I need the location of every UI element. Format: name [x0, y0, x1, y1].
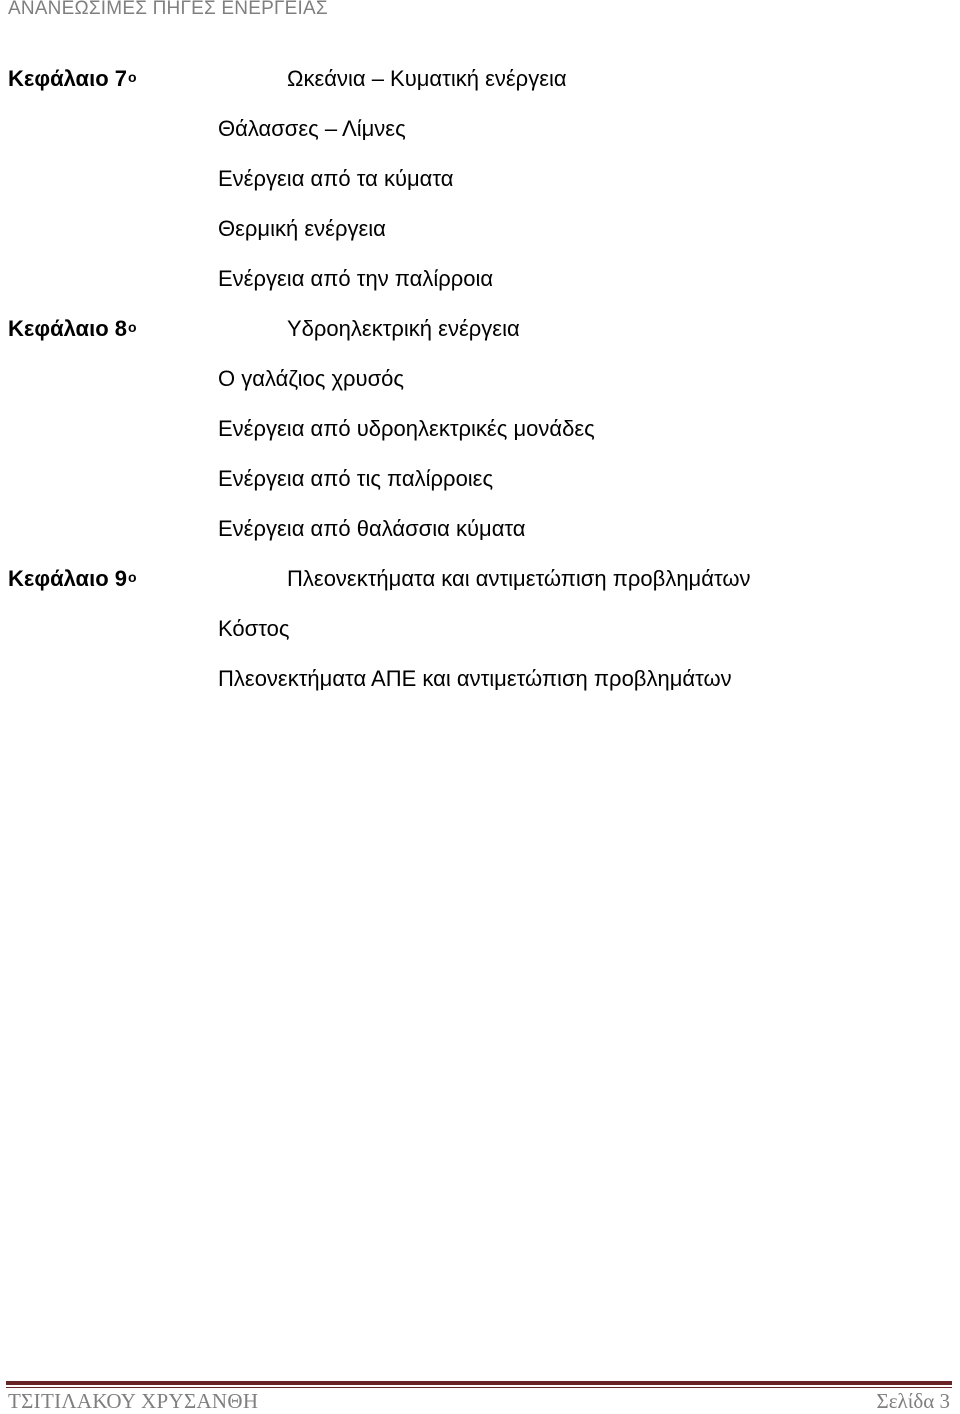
chapter-ordinal: ο: [127, 69, 137, 85]
toc-item: Θερμική ενέργεια: [218, 216, 386, 241]
footer-page-number: Σελίδα 3: [876, 1389, 950, 1413]
chapter-label-text: Κεφάλαιο 9: [8, 566, 127, 591]
footer-author: ΤΣΙΤΙΛΑΚΟΥ ΧΡΥΣΑΝΘΗ: [8, 1389, 259, 1413]
toc-item: Ενέργεια από υδροηλεκτρικές μονάδες: [218, 416, 595, 441]
footer-rule: [6, 1381, 952, 1385]
toc-item: Ο γαλάζιος χρυσός: [218, 366, 404, 391]
chapter-9-title: Πλεονεκτήματα και αντιμετώπιση προβλημάτων: [287, 566, 751, 591]
toc-item: Ενέργεια από τις παλίρροιες: [218, 466, 494, 491]
toc-item: Θάλασσες – Λίμνες: [218, 116, 406, 141]
toc-item: Πλεονεκτήματα ΑΠΕ και αντιμετώπιση προβλημάτων: [218, 666, 732, 691]
chapter-ordinal: ο: [127, 569, 137, 585]
toc-item: Ενέργεια από την παλίρροια: [218, 266, 494, 291]
chapter-9-label: [8, 566, 137, 592]
chapter-label-text: Κεφάλαιο 7: [8, 66, 127, 91]
chapter-7-label: [8, 66, 137, 92]
chapter-label-text: Κεφάλαιο 8: [8, 316, 127, 341]
chapter-8-label: [8, 316, 137, 342]
toc-item: Κόστος: [218, 616, 290, 641]
toc-item: Ενέργεια από τα κύματα: [218, 166, 454, 191]
toc-item: Ενέργεια από θαλάσσια κύματα: [218, 516, 526, 541]
document-header: ΑΝΑΝΕΩΣΙΜΕΣ ΠΗΓΕΣ ΕΝΕΡΓΕΙΑΣ: [8, 0, 328, 19]
chapter-ordinal: ο: [127, 319, 137, 335]
chapter-8-title: Υδροηλεκτρική ενέργεια: [287, 316, 520, 341]
chapter-7-title: Ωκεάνια – Κυματική ενέργεια: [287, 66, 567, 91]
footer-rule-thin: [6, 1387, 952, 1388]
